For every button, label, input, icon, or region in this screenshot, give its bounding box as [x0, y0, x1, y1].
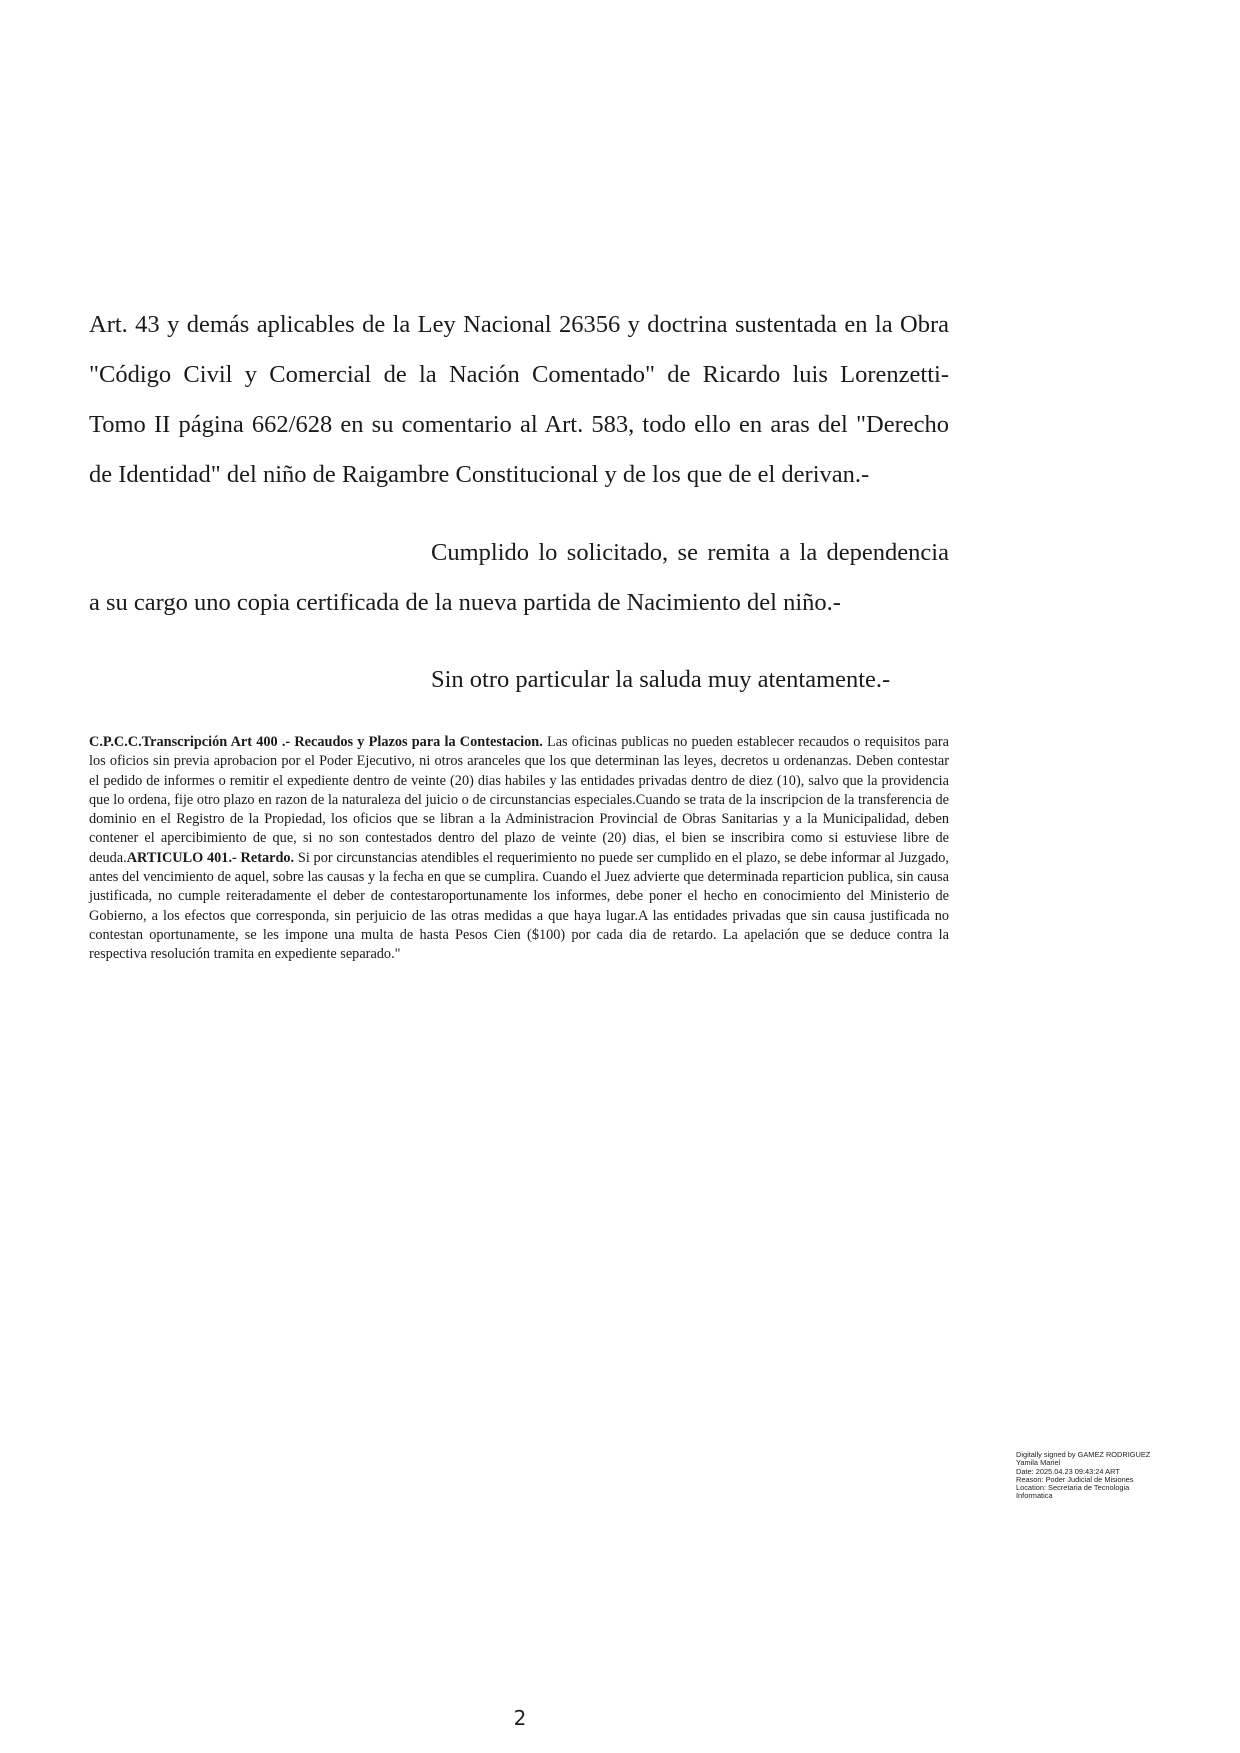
legal-transcription-note [89, 733, 949, 965]
closing-paragraph [89, 655, 949, 705]
paragraph-legal-basis [89, 300, 949, 500]
signature-line: Informatica [1016, 1491, 1053, 1501]
paragraph-line: Cumplido lo solicitado, se remita a la dependencia [431, 539, 949, 566]
closing-line: Sin otro particular la saluda muy atentamente.- [431, 666, 891, 693]
note-heading-article-401: ARTICULO 401.- Retardo. [126, 849, 295, 866]
paragraph-line: a su cargo uno copia certificada de la nueva partida de Nacimiento del niño.- [89, 589, 841, 616]
digital-signature-stamp [1016, 1451, 1196, 1501]
signature-line: Digitally signed by GAMEZ RODRIGUEZ [1016, 1450, 1151, 1459]
note-body-article-401: Si por circunstancias atendibles el requerimiento no puede ser cumplido en el plazo, se debe informar al Juzgado, antes del vencimiento de aquel, sobre las causas y la fecha en que se cumplira. Cuando el Juez advierte que determinada reparticion publica, sin causa justificada, no cumple reiteradamente el deber de contestaroportunamente los informes, debe poner el hecho en conocimiento del Ministerio de Gobierno, a los efectos que corresponda, sin perjuicio de las otras medidas a que haya lugar.A las entidades privadas que sin causa justificada no contestan oportunamente, se les impone una multa de hasta Pesos Cien ($100) por cada dia de retardo. La apelación que se deduce contra la respectiva resolución tramita en expediente separado." [89, 849, 949, 963]
note-heading: C.P.C.C.Transcripción Art 400 .- Recaudos y Plazos para la Contestacion. [89, 734, 543, 750]
paragraph-request [89, 528, 949, 628]
paragraph-line: "Código Civil y Comercial de la Nación Comentado" de Ricardo luis Lorenzetti- [89, 361, 949, 388]
signature-line: Date: 2025.04.23 09:43:24 ART [1016, 1466, 1120, 1476]
signature-line: Location: Secretaria de Tecnologia [1016, 1483, 1130, 1493]
signature-line: Reason: Poder Judicial de Misiones [1016, 1474, 1134, 1484]
paragraph-line: Art. 43 y demás aplicables de la Ley Nacional 26356 y doctrina sustentada en la Obra [89, 311, 949, 338]
note-body: Las oficinas publicas no pueden establecer recaudos o requisitos para los oficios sin previa aprobacion por el Poder Ejecutivo, ni otros aranceles que los que determinan las leyes, decretos u ordenanzas. Deben contestar el pedido de informes o remitir el expediente dentro de veinte (20) dias habiles y las entidades privadas dentro de diez (10), salvo que la providencia que lo ordena, fije otro plazo en razon de la naturaleza del juicio o de circunstancias especiales.Cuando se trata de la inscripcion de la transferencia de dominio en el Registro de la Propiedad, los oficios que se libran a la Administracion Provincial de Obras Sanitarias y a la Municipalidad, deben contener el apercibimiento de que, si no son contestados dentro del plazo de veinte (20) dias, el bien se inscribira como si estuviese libre de deuda. [89, 734, 949, 866]
paragraph-line: Tomo II página 662/628 en su comentario al Art. 583, todo ello en aras del "Derecho [89, 411, 949, 438]
paragraph-line: de Identidad" del niño de Raigambre Constitucional y de los que de el derivan.- [89, 461, 870, 488]
page-number: 2 [513, 1706, 527, 1730]
signature-line: Yamila Mariel [1016, 1458, 1061, 1468]
